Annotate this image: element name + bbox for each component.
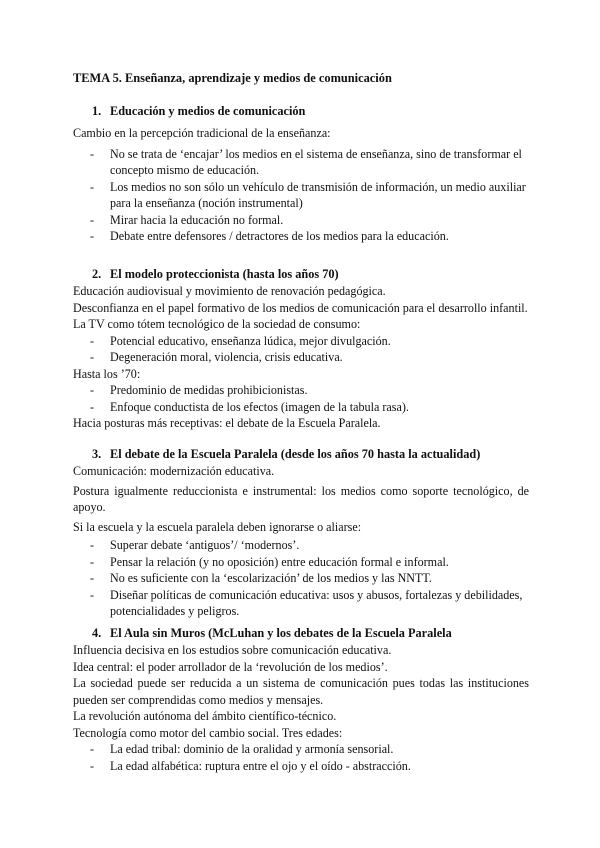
list-item: - Pensar la relación (y no oposición) entre educación formal e informal.: [90, 554, 449, 569]
paragraph: La revolución autónoma del ámbito científico-técnico.: [73, 709, 337, 723]
bullet-list: [73, 146, 529, 245]
list-item: - Superar debate ‘antiguos’/ ‘modernos’.: [90, 538, 300, 552]
paragraph: Hasta los ’70:: [73, 366, 141, 381]
list-item: - Diseñar políticas de comunicación educativa: usos y abusos, fortalezas y debilidades, potencialidades y peligros.: [90, 587, 523, 618]
paragraph: Postura igualmente reduccionista e instrumental: los medios como soporte tecnológico, de apoyo.: [73, 483, 529, 514]
section-heading: 1. Educación y medios de comunicación: [92, 104, 306, 118]
section-4: [73, 625, 529, 774]
section-2: [73, 266, 529, 432]
section-heading: 2. El modelo proteccionista (hasta los años 70): [92, 267, 339, 281]
list-item: - Los medios no son sólo un vehículo de transmisión de información, un medio auxiliar para la enseñanza (noción instrumental): [90, 179, 526, 210]
section-1: [73, 103, 529, 245]
section-heading: 4. El Aula sin Muros (McLuhan y los debates de la Escuela Paralela: [92, 626, 452, 640]
bullet-list: [73, 537, 529, 620]
list-item: - Mirar hacia la educación no formal.: [90, 212, 284, 227]
paragraph: Si la escuela y la escuela paralela deben ignorarse o aliarse:: [73, 519, 362, 534]
paragraph: Hacia posturas más receptivas: el debate de la Escuela Paralela.: [73, 416, 381, 430]
paragraph: Comunicación: modernización educativa.: [73, 464, 275, 478]
paragraph: Desconfianza en el papel formativo de los medios de comunicación para el desarrollo infantil.: [73, 300, 528, 315]
list-item: - Enfoque conductista de los efectos (imagen de la tabula rasa).: [90, 399, 409, 414]
document-title: TEMA 5. Enseñanza, aprendizaje y medios de comunicación: [73, 71, 392, 85]
paragraph: Tecnología como motor del cambio social. Tres edades:: [73, 725, 343, 740]
list-item: - Debate entre defensores / detractores de los medios para la educación.: [90, 229, 449, 243]
list-item: - Potencial educativo, enseñanza lúdica, mejor divulgación.: [90, 333, 391, 348]
paragraph: La TV como tótem tecnológico de la sociedad de consumo:: [73, 317, 361, 331]
section-3: [73, 446, 529, 620]
paragraph: Educación audiovisual y movimiento de renovación pedagógica.: [73, 284, 386, 298]
bullet-list: [73, 333, 529, 366]
paragraph: La sociedad puede ser reducida a un sistema de comunicación pues todas las instituciones pueden ser comprendidas como medios y mensajes.: [73, 676, 529, 707]
paragraph: Cambio en la percepción tradicional de la enseñanza:: [73, 126, 331, 140]
bullet-list: [73, 382, 529, 415]
paragraph: Idea central: el poder arrollador de la ‘revolución de los medios’.: [73, 659, 388, 674]
section-heading: 3. El debate de la Escuela Paralela (desde los años 70 hasta la actualidad): [92, 447, 481, 461]
paragraph: Influencia decisiva en los estudios sobre comunicación educativa.: [73, 643, 392, 657]
list-item: - La edad tribal: dominio de la oralidad y armonía sensorial.: [90, 742, 394, 756]
list-item: - Predominio de medidas prohibicionistas.: [90, 383, 308, 397]
bullet-list: [73, 741, 529, 774]
list-item: - No es suficiente con la ‘escolarización’ de los medios y las NNTT.: [90, 571, 432, 585]
list-item: - No se trata de ‘encajar’ los medios en el sistema de enseñanza, sino de transformar el concepto mismo de educación.: [90, 146, 522, 177]
list-item: - Degeneración moral, violencia, crisis educativa.: [90, 350, 343, 364]
list-item: - La edad alfabética: ruptura entre el ojo y el oído - abstracción.: [90, 758, 411, 773]
